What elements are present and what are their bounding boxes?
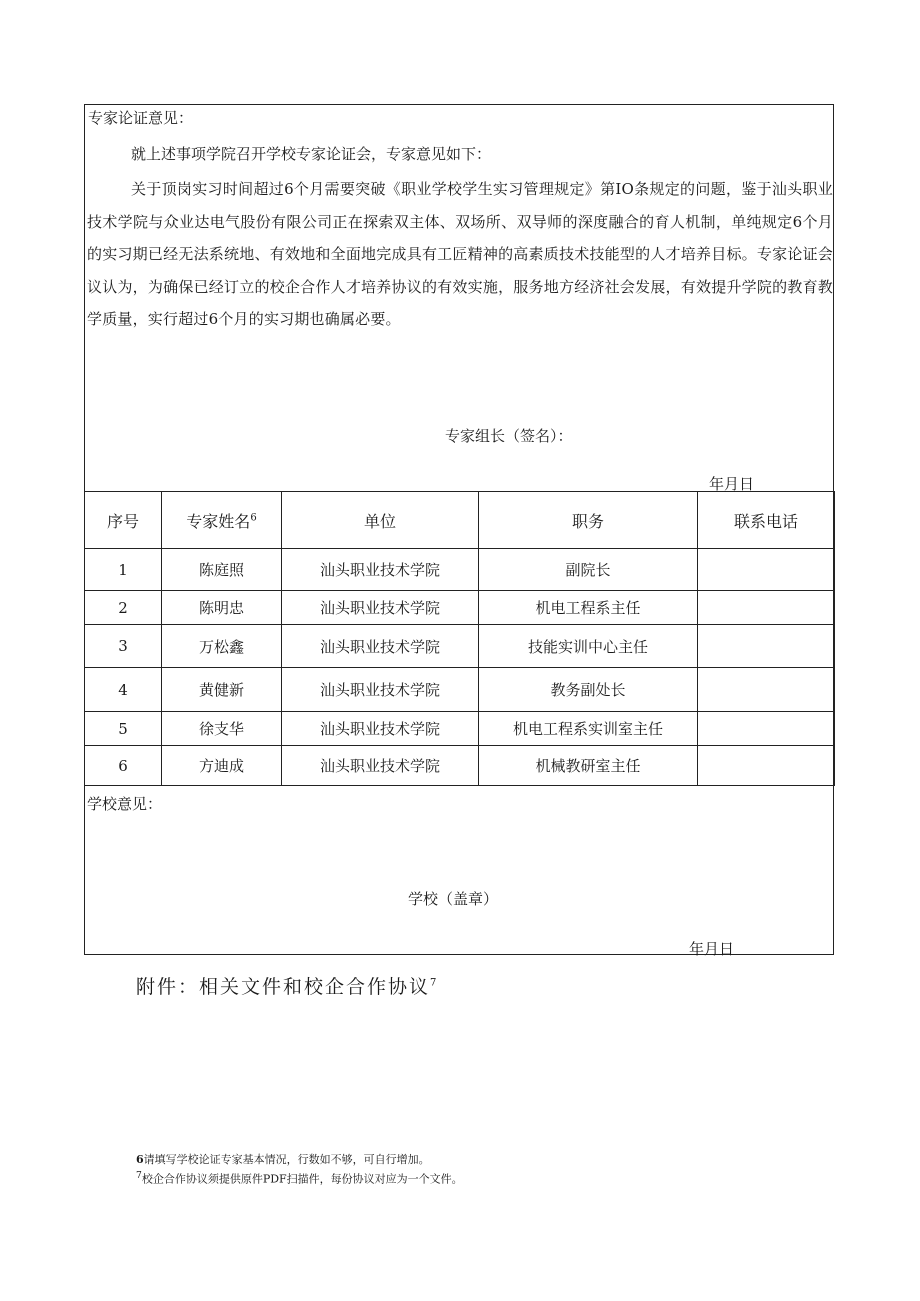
row-unit: 汕头职业技术学院: [282, 746, 479, 786]
row-position: 技能实训中心主任: [479, 625, 698, 668]
table-row: [85, 668, 835, 712]
header-no: 序号: [85, 492, 162, 549]
header-position: 职务: [479, 492, 698, 549]
table-row: [85, 591, 835, 625]
row-name: 方迪成: [162, 746, 282, 786]
row-position: 机电工程系实训室主任: [479, 712, 698, 746]
table-row: [85, 746, 835, 786]
row-unit: 汕头职业技术学院: [282, 549, 479, 591]
attachment-text: 附件：相关文件和校企合作协议: [136, 976, 431, 998]
header-name-label: 专家姓名: [186, 511, 251, 531]
row-name: 陈庭照: [162, 549, 282, 591]
table-row: [85, 549, 835, 591]
header-phone: 联系电话: [698, 492, 835, 549]
header-name: [162, 492, 282, 549]
row-position: 教务副处长: [479, 668, 698, 712]
row-phone: [698, 625, 835, 668]
row-phone: [698, 549, 835, 591]
expert-opinion-intro: 就上述事项学院召开学校专家论证会，专家意见如下：: [131, 145, 492, 163]
footnote-mark: 6: [136, 1153, 144, 1166]
expert-opinion-title: 专家论证意见：: [88, 109, 194, 127]
row-no: 5: [85, 712, 162, 746]
expert-opinion-body: 关于顶岗实习时间超过6个月需要突破《职业学校学生实习管理规定》第IO条规定的问题，鉴于汕头职业技术学院与众业达电气股份有限公司正在探索双主体、双场所、双导师的深度融合的育人机制，单纯规定6个月的实习期已经无法系统地、有效地和全面地完成具有工匠精神的高素质技术技能型的人才培养目标。专家论证会议认为，为确保已经订立的校企合作人才培养协议的有效实施，服务地方经济社会发展，有效提升学院的教育教学质量，实行超过6个月的实习期也确属必要。: [87, 180, 833, 329]
school-opinion-date: 年月日: [689, 940, 735, 958]
footnote-7: [136, 1168, 463, 1188]
row-no: 1: [85, 549, 162, 591]
row-name: 黄健新: [162, 668, 282, 712]
footnote-text: 请填写学校论证专家基本情况，行数如不够，可自行增加。: [143, 1153, 430, 1166]
footnote-mark: 7: [430, 977, 439, 989]
row-phone: [698, 746, 835, 786]
row-phone: [698, 591, 835, 625]
row-no: 6: [85, 746, 162, 786]
row-name: 陈明忠: [162, 591, 282, 625]
row-unit: 汕头职业技术学院: [282, 712, 479, 746]
row-position: 副院长: [479, 549, 698, 591]
row-phone: [698, 712, 835, 746]
school-seal: 学校（盖章）: [408, 890, 499, 908]
row-unit: 汕头职业技术学院: [282, 625, 479, 668]
header-unit: 单位: [282, 492, 479, 549]
row-name: 万松鑫: [162, 625, 282, 668]
footnotes: [136, 1152, 463, 1188]
footnote-mark: 6: [250, 512, 257, 524]
row-no: 3: [85, 625, 162, 668]
row-phone: [698, 668, 835, 712]
row-unit: 汕头职业技术学院: [282, 591, 479, 625]
row-position: 机电工程系主任: [479, 591, 698, 625]
row-name: 徐支华: [162, 712, 282, 746]
expert-leader-signature: 专家组长（签名）：: [445, 427, 573, 445]
row-position: 机械教研室主任: [479, 746, 698, 786]
row-unit: 汕头职业技术学院: [282, 668, 479, 712]
footnote-mark: 7: [136, 1170, 142, 1181]
attachment-line: [136, 972, 438, 999]
table-row: [85, 712, 835, 746]
expert-table: [84, 491, 835, 786]
row-no: 2: [85, 591, 162, 625]
expert-opinion-date: 年月日: [709, 475, 755, 493]
school-opinion-title: 学校意见：: [87, 795, 163, 813]
footnote-6: [136, 1152, 463, 1168]
table-row: [85, 625, 835, 668]
table-header-row: [85, 492, 835, 549]
footnote-text: 校企合作协议须提供原件PDF扫描件，每份协议对应为一个文件。: [141, 1172, 463, 1186]
row-no: 4: [85, 668, 162, 712]
form-frame: [84, 104, 834, 958]
